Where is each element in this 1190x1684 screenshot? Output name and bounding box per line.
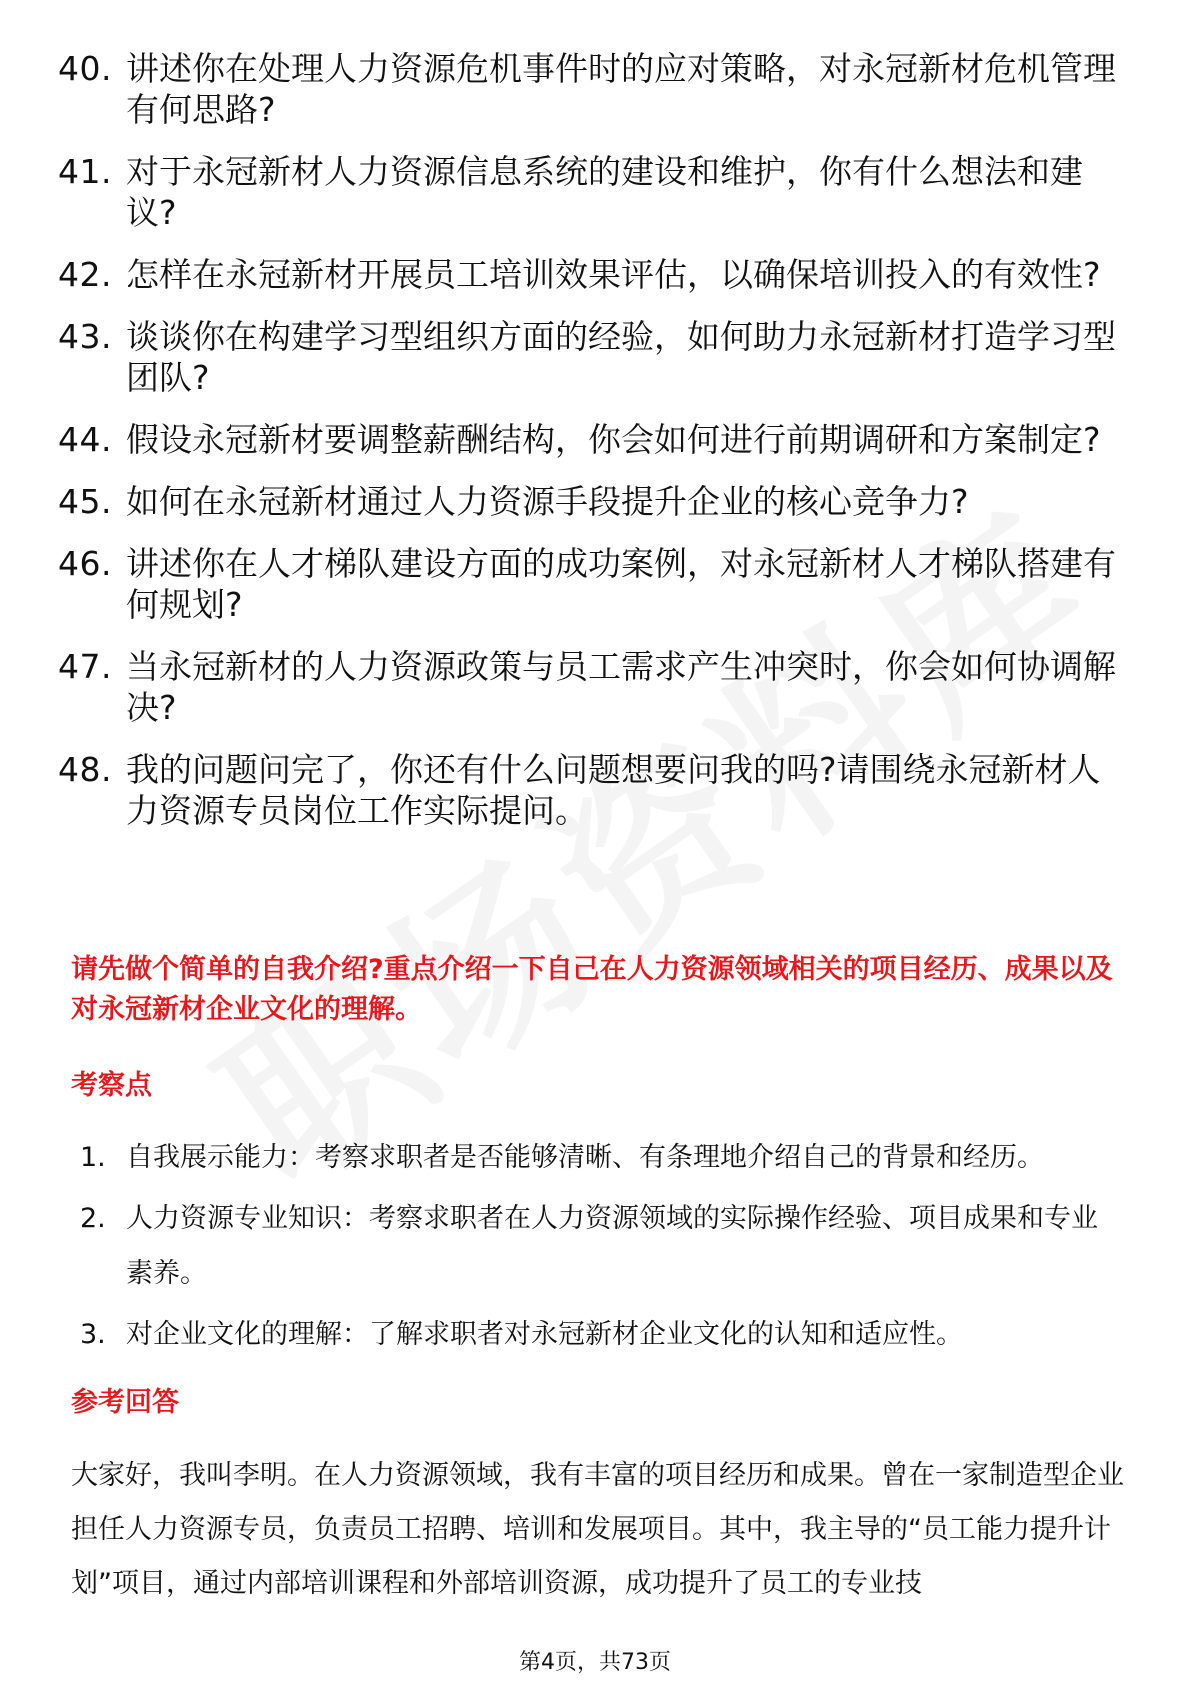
question-text: 谈谈你在构建学习型组织方面的经验，如何助力永冠新材打造学习型团队? — [126, 317, 1116, 397]
question-text: 假设永冠新材要调整薪酬结构，你会如何进行前期调研和方案制定? — [126, 420, 1101, 459]
question-text: 当永冠新材的人力资源政策与员工需求产生冲突时，你会如何协调解决? — [126, 647, 1116, 727]
assessment-number: 3. — [80, 1319, 106, 1350]
question-item — [58, 419, 1118, 460]
assessment-item — [80, 1307, 1120, 1362]
question-item — [58, 48, 1118, 130]
question-item — [58, 151, 1118, 233]
assessment-title: 考察点 — [71, 1070, 152, 1101]
question-number: 46. — [58, 544, 112, 583]
question-item — [58, 543, 1118, 625]
reference-answer: 大家好，我叫李明。在人力资源领域，我有丰富的项目经历和成果。曾在一家制造型企业担任人力资源专员，负责员工招聘、培训和发展项目。其中，我主导的“员工能力提升计划”项目，通过内部培训课程和外部培训资源，成功提升了员工的专业技 — [71, 1460, 1124, 1599]
reference-title: 参考回答 — [71, 1387, 179, 1418]
assessment-number: 2. — [80, 1203, 106, 1234]
question-number: 48. — [58, 750, 112, 789]
assessment-text: 对企业文化的理解：了解求职者对永冠新材企业文化的认知和适应性。 — [126, 1319, 963, 1350]
question-number: 44. — [58, 420, 112, 459]
question-number: 43. — [58, 317, 112, 356]
assessment-item — [80, 1130, 1120, 1185]
question-text: 讲述你在处理人力资源危机事件时的应对策略，对永冠新材危机管理有何思路? — [126, 49, 1116, 129]
featured-question: 请先做个简单的自我介绍?重点介绍一下自己在人力资源领域相关的项目经历、成果以及对永冠新材企业文化的理解。 — [71, 954, 1113, 1025]
question-item — [58, 749, 1118, 831]
question-number: 40. — [58, 49, 112, 88]
assessment-text: 人力资源专业知识：考察求职者在人力资源领域的实际操作经验、项目成果和专业素养。 — [126, 1203, 1098, 1289]
question-item — [58, 316, 1118, 398]
question-item — [58, 254, 1118, 295]
assessment-number: 1. — [80, 1142, 106, 1173]
question-number: 47. — [58, 647, 112, 686]
assessment-text: 自我展示能力：考察求职者是否能够清晰、有条理地介绍自己的背景和经历。 — [126, 1142, 1044, 1173]
question-list — [58, 48, 1118, 852]
assessment-list — [80, 1130, 1120, 1368]
question-text: 讲述你在人才梯队建设方面的成功案例，对永冠新材人才梯队搭建有何规划? — [126, 544, 1116, 624]
question-text: 对于永冠新材人力资源信息系统的建设和维护，你有什么想法和建议? — [126, 152, 1083, 232]
question-item — [58, 481, 1118, 522]
question-item — [58, 646, 1118, 728]
question-number: 41. — [58, 152, 112, 191]
question-number: 45. — [58, 482, 112, 521]
question-text: 我的问题问完了，你还有什么问题想要问我的吗?请围绕永冠新材人力资源专员岗位工作实际提问。 — [126, 750, 1101, 830]
assessment-item — [80, 1191, 1120, 1301]
page-footer: 第4页，共73页 — [519, 1650, 671, 1675]
question-number: 42. — [58, 255, 112, 294]
question-text: 如何在永冠新材通过人力资源手段提升企业的核心竞争力? — [126, 482, 969, 521]
question-text: 怎样在永冠新材开展员工培训效果评估，以确保培训投入的有效性? — [126, 255, 1101, 294]
